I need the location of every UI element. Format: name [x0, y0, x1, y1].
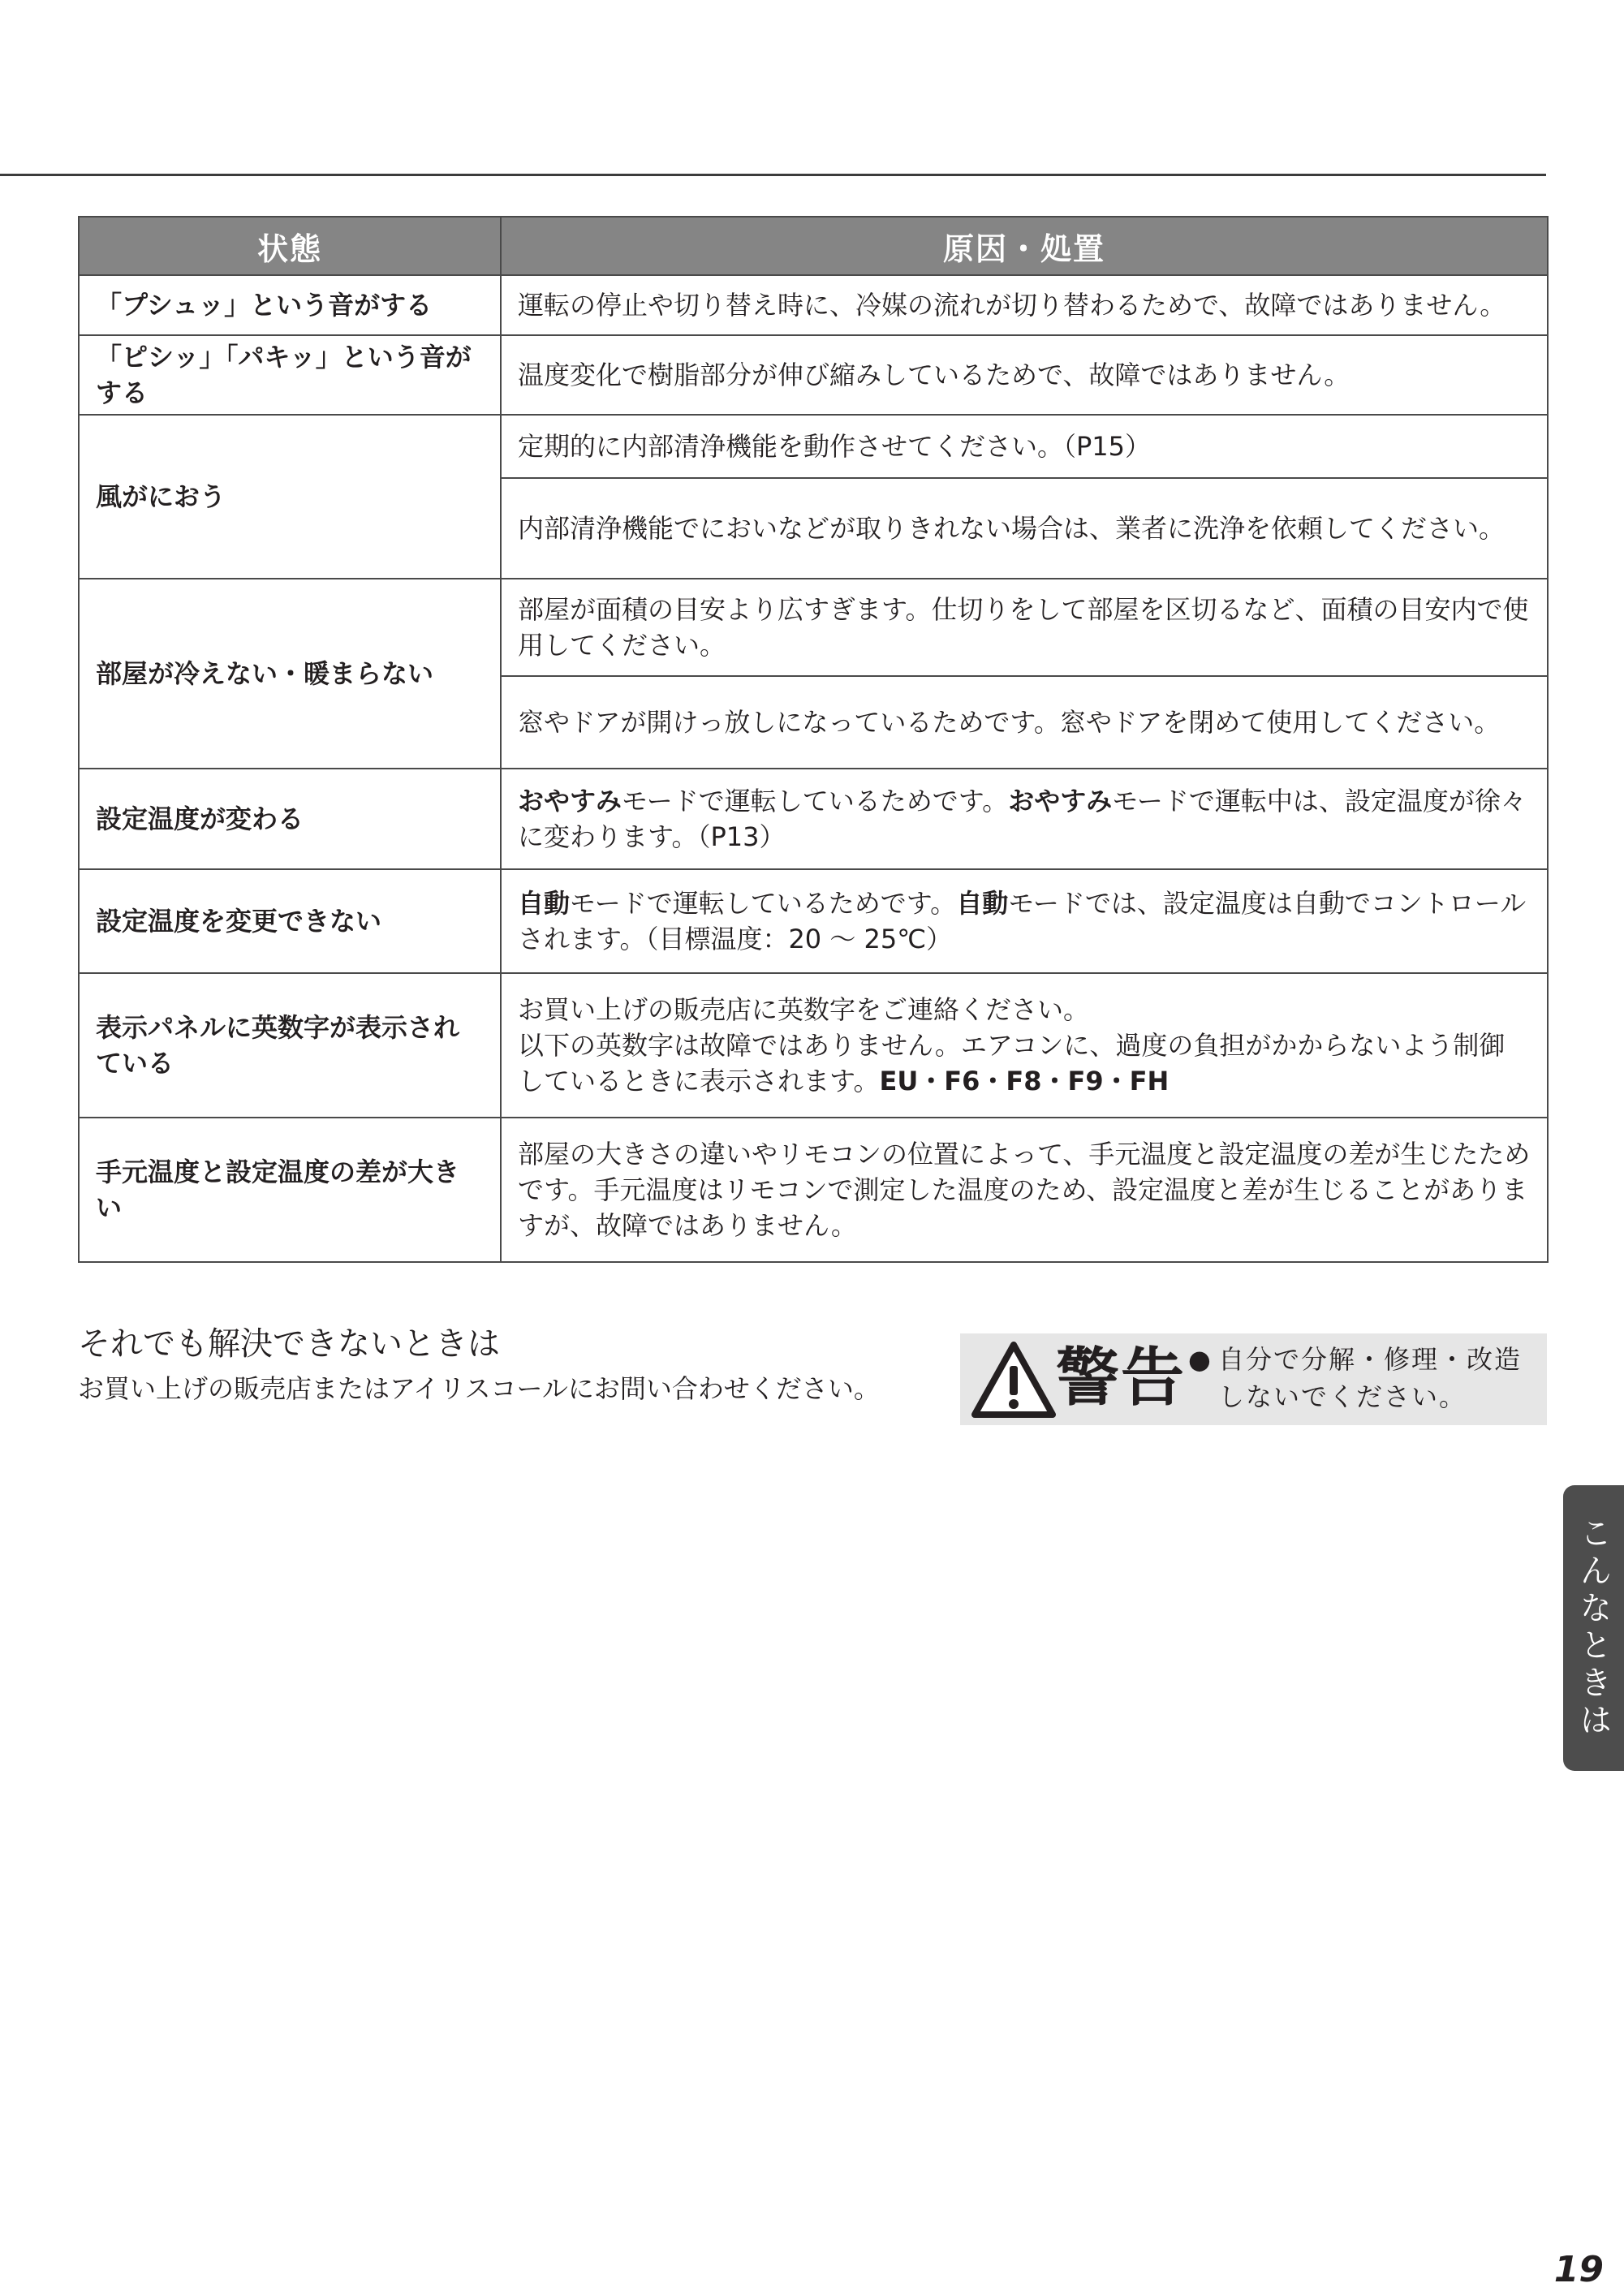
cause-cell [501, 769, 1548, 869]
cause-text: 部屋が面積の目安より広すぎます。仕切りをして部屋を区切るなど、面積の目安内で使用してください。 [518, 594, 1529, 661]
cause-text: 以下の英数字は故障ではありません。エアコンに、過度の負担がかからないよう制御しているときに表示されます。 [518, 1030, 1506, 1096]
cause-cell [501, 973, 1548, 1118]
warning-text-line1: 自分で分解・修理・改造 [1218, 1344, 1523, 1375]
table-row [79, 1118, 1548, 1262]
table-row [79, 335, 1548, 415]
table-row [79, 275, 1548, 335]
top-rule [0, 174, 1546, 176]
state-cell: 設定温度が変わる [79, 769, 501, 869]
cause-text: 部屋の大きさの違いやリモコンの位置によって、手元温度と設定温度の差が生じたためです。手元温度はリモコンで測定した温度のため、設定温度と差が生じることがありますが、故障ではありません。 [518, 1139, 1531, 1241]
cause-text-bold: EU・F6・F8・F9・FH [879, 1066, 1170, 1096]
cause-cell [501, 478, 1548, 579]
cause-text: モードで運転中は、設定温度が徐々に変わります。（P13） [518, 786, 1527, 852]
table-header-row [79, 217, 1548, 275]
cause-text: 窓やドアが開けっ放しになっているためです。窓やドアを閉めて使用してください。 [518, 707, 1501, 738]
warning-bullet: ● [1188, 1344, 1211, 1375]
table-row [79, 769, 1548, 869]
state-cell: 部屋が冷えない・暖まらない [79, 579, 501, 769]
troubleshooting-table [78, 216, 1549, 1263]
table-row [79, 869, 1548, 973]
side-tab [1563, 1485, 1624, 1771]
cause-text: 内部清浄機能でにおいなどが取りきれない場合は、業者に洗浄を依頼してください。 [518, 513, 1506, 544]
cause-text: お買い上げの販売店に英数字をご連絡ください。 [518, 994, 1090, 1025]
cause-text: モードでは、設定温度は自動でコントロールされます。（目標温度：20 〜 25℃） [518, 888, 1527, 954]
state-cell: 設定温度を変更できない [79, 869, 501, 973]
cause-cell [501, 676, 1548, 769]
warning-triangle-icon [970, 1340, 1058, 1419]
cause-text-bold: おやすみ [1008, 786, 1113, 816]
state-cell: 表示パネルに英数字が表示されている [79, 973, 501, 1118]
cause-cell [501, 415, 1548, 478]
warning-label: 警告 [1056, 1342, 1187, 1415]
state-cell: 風がにおう [79, 415, 501, 579]
cause-text: 温度変化で樹脂部分が伸び縮みしているためで、故障ではありません。 [518, 360, 1350, 390]
header-cause: 原因・処置 [501, 217, 1548, 275]
cause-text: 運転の停止や切り替え時に、冷媒の流れが切り替わるためで、故障ではありません。 [518, 290, 1506, 321]
cause-text: モードで運転しているためです。 [622, 786, 1009, 816]
cause-cell [501, 1118, 1548, 1262]
cause-cell [501, 579, 1548, 676]
unresolved-body: お買い上げの販売店またはアイリスコールにお問い合わせください。 [78, 1373, 880, 1404]
table-row [79, 415, 1548, 478]
state-cell: 「プシュッ」という音がする [79, 275, 501, 335]
state-cell: 「ピシッ」「パキッ」という音がする [79, 335, 501, 415]
cause-text: 定期的に内部清浄機能を動作させてください。（P15） [518, 431, 1152, 462]
cause-text: モードで運転しているためです。 [570, 888, 957, 919]
table-row [79, 579, 1548, 676]
page-number: 19 [1553, 2249, 1604, 2290]
cause-cell [501, 869, 1548, 973]
warning-box [960, 1333, 1547, 1425]
cause-text-bold: おやすみ [518, 786, 622, 816]
table-row [79, 973, 1548, 1118]
header-state: 状態 [79, 217, 501, 275]
cause-text-bold: 自動 [518, 888, 571, 919]
cause-text-bold: 自動 [956, 888, 1009, 919]
cause-cell [501, 335, 1548, 415]
cause-cell [501, 275, 1548, 335]
state-cell: 手元温度と設定温度の差が大きい [79, 1118, 501, 1262]
warning-text-line2: しないでください。 [1218, 1381, 1467, 1412]
unresolved-title: それでも解決できないときは [78, 1325, 500, 1363]
table-body [79, 275, 1548, 1262]
side-tab-label: こんなときは [1574, 1516, 1612, 1740]
